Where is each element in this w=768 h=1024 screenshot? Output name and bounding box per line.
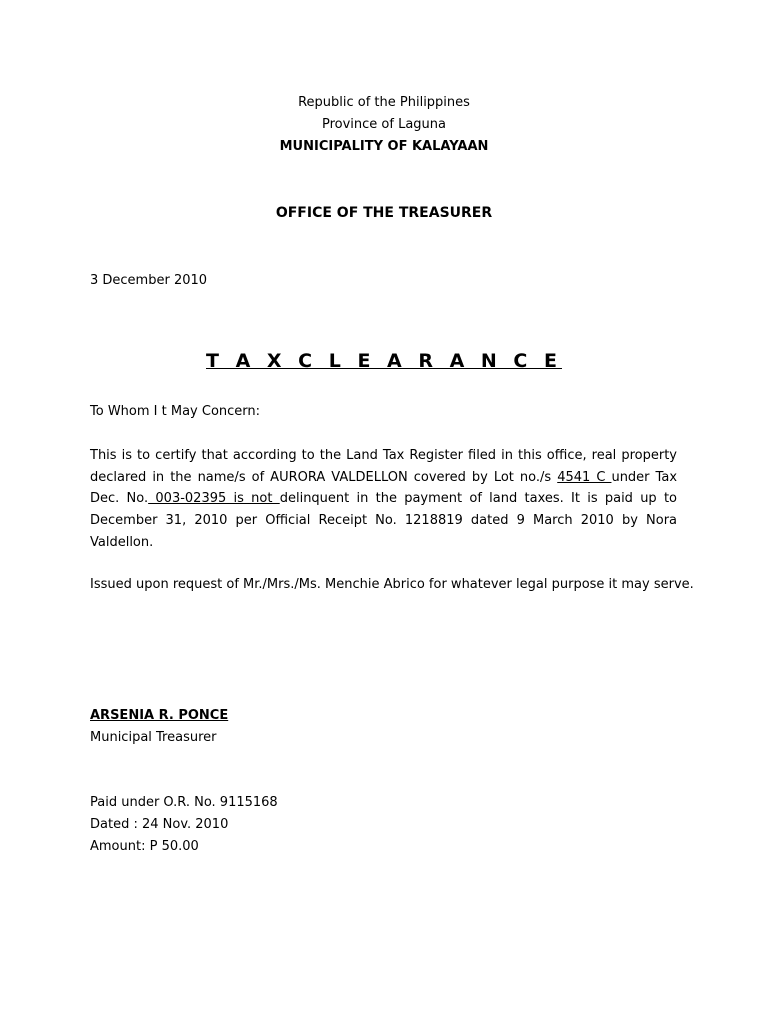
- header-republic: Republic of the Philippines: [298, 95, 470, 110]
- certification-paragraph: [90, 445, 677, 554]
- payment-date: Dated : 24 Nov. 2010: [90, 817, 229, 832]
- document-date: 3 December 2010: [90, 273, 208, 288]
- payment-amount: Amount: P 50.00: [90, 839, 199, 854]
- certification-text-1: This is to certify that according to the Land Tax Register filed in this office, real property declared in the name/s of AURORA VALDELLON covered by Lot no./s: [90, 448, 677, 485]
- request-statement: Issued upon request of Mr./Mrs./Ms. Menchie Abrico for whatever legal purpose it may serve.: [90, 577, 694, 592]
- salutation: To Whom I t May Concern:: [90, 404, 261, 419]
- signatory-position: Municipal Treasurer: [90, 730, 217, 745]
- header-province: Province of Laguna: [321, 117, 446, 132]
- payment-or-number: Paid under O.R. No. 9115168: [90, 795, 278, 810]
- signatory-name: ARSENIA R. PONCE: [90, 708, 229, 723]
- tax-declaration-number: 003-02395 is not: [148, 491, 280, 507]
- certification-text-3: delinquent in the payment of land taxes. It is paid up to December 31, 2010 per Official Receipt No. 1218819 dated 9 March 2010 by Nora Valdellon.: [90, 491, 677, 550]
- document-title: T A X C L E A R A N C E: [206, 350, 562, 372]
- office-heading: OFFICE OF THE TREASURER: [275, 205, 493, 221]
- certification-text-2: under Tax Dec. No.: [90, 469, 678, 507]
- header-municipality: MUNICIPALITY OF KALAYAAN: [279, 139, 489, 154]
- lot-number: 4541 C: [557, 469, 612, 485]
